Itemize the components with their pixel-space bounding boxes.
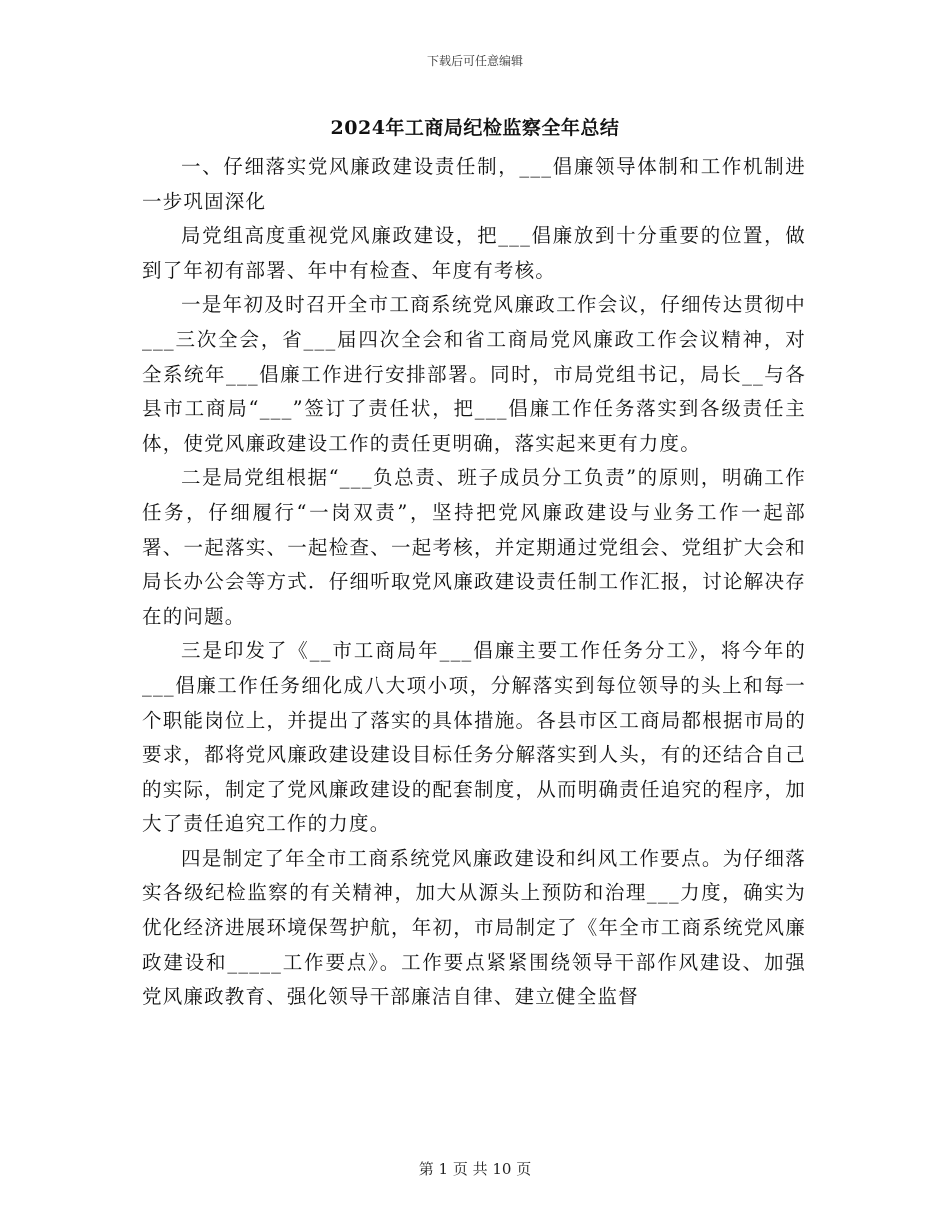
document-body	[142, 150, 806, 1015]
paragraph: 一是年初及时召开全市工商系统党风廉政工作会议，仔细传达贯彻中___三次全会，省___届四次全会和省工商局党风廉政工作会议精神，对全系统年___倡廉工作进行安排部署。同时，市局党组书记，局长__与各县市工商局“___”签订了责任状，把___倡廉工作任务落实到各级责任主体，使党风廉政建设工作的责任更明确，落实起来更有力度。	[142, 293, 806, 455]
header-note: 下载后可任意编辑	[426, 54, 523, 68]
page-number-footer: 第 1 页 共 10 页	[418, 1160, 532, 1178]
paragraph: 三是印发了《__市工商局年___倡廉主要工作任务分工》，将今年的___倡廉工作任务细化成八大项小项，分解落实到每位领导的头上和每一个职能岗位上，并提出了落实的具体措施。各县市区工商局都根据市局的要求，都将党风廉政建设建设目标任务分解落实到人头，有的还结合自己的实际，制定了党风廉政建设的配套制度，从而明确责任追究的程序，加大了责任追究工作的力度。	[142, 639, 806, 836]
paragraph: 四是制定了年全市工商系统党风廉政建设和纠风工作要点。为仔细落实各级纪检监察的有关精神，加大从源头上预防和治理___力度，确实为优化经济进展环境保驾护航，年初，市局制定了《年全市工商系统党风廉政建设和_____工作要点》。工作要点紧紧围绕领导干部作风建设、加强党风廉政教育、强化领导干部廉洁自律、建立健全监督	[142, 846, 806, 1009]
paragraph: 一、仔细落实党风廉政建设责任制，___倡廉领导体制和工作机制进一步巩固深化	[142, 155, 806, 213]
paragraph: 局党组高度重视党风廉政建设，把___倡廉放到十分重要的位置，做到了年初有部署、年中有检查、年度有考核。	[142, 224, 806, 282]
paragraph: 二是局党组根据“___负总责、班子成员分工负责”的原则，明确工作任务，仔细履行“一岗双责”，坚持把党风廉政建设与业务工作一起部署、一起落实、一起检查、一起考核，并定期通过党组会、党组扩大会和局长办公会等方式．仔细听取党风廉政建设责任制工作汇报，讨论解决存在的问题。	[142, 466, 806, 628]
document-title: 2024年工商局纪检监察全年总结	[330, 117, 620, 139]
